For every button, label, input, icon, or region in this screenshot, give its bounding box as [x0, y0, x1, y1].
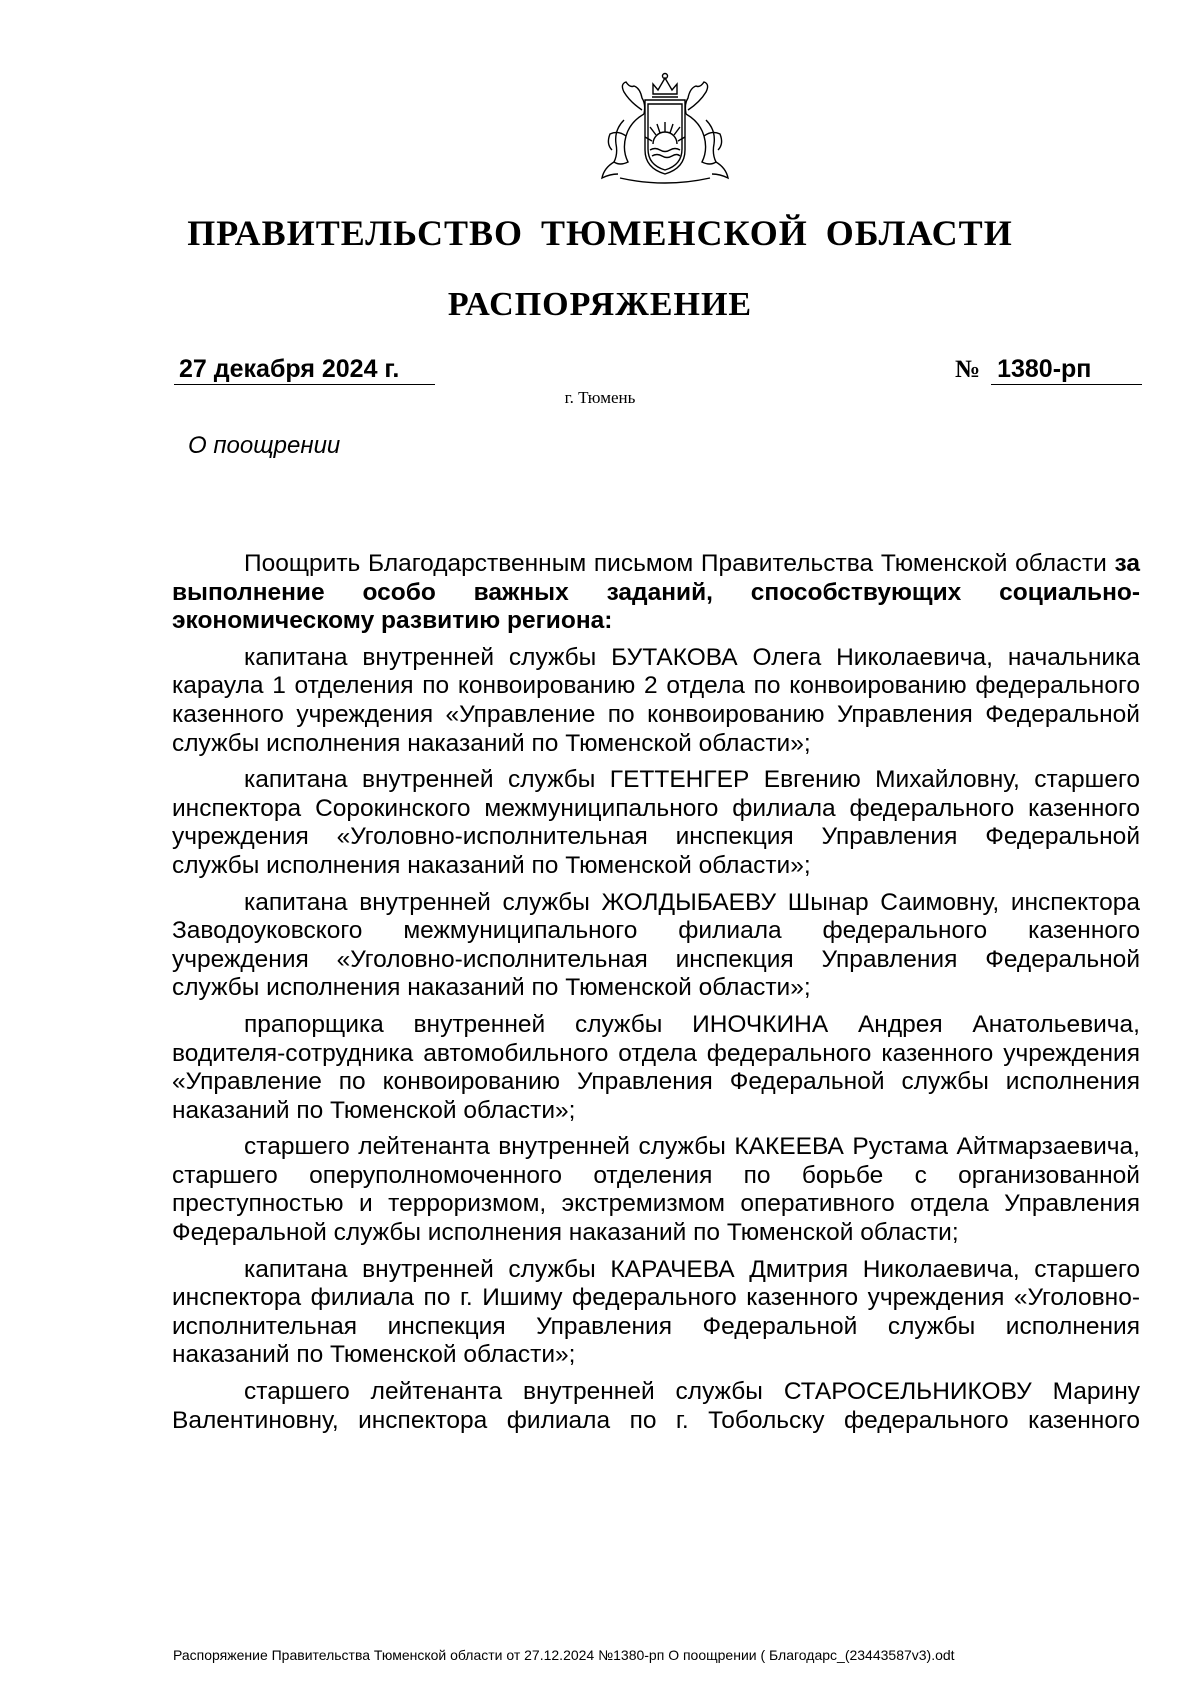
award-item: старшего лейтенанта внутренней службы СТАРОСЕЛЬНИКОВУ Марину Валентиновну, инспектора филиала по г. Тобольску федерального казенного	[172, 1378, 1140, 1434]
page-footer: Распоряжение Правительства Тюменской области от 27.12.2024 №1380-рп О поощрении ( Благодарс_(23443587v3).odt	[173, 1647, 955, 1663]
number-value: 1380-рп	[991, 354, 1142, 385]
document-number	[955, 354, 1142, 385]
intro-text: Поощрить Благодарственным письмом Правительства Тюменской области	[244, 550, 1115, 577]
award-item: прапорщика внутренней службы ИНОЧКИНА Андрея Анатольевича, водителя-сотрудника автомобильного отдела федерального казенного учреждения «Управление по конвоированию Управления Федеральной службы исполнения наказаний по Тюменской области»;	[172, 1010, 1140, 1124]
award-item: капитана внутренней службы ГЕТТЕНГЕР Евгению Михайловну, старшего инспектора Сорокинского межмуниципального филиала федерального казенного учреждения «Уголовно-исполнительная инспекция Управления Федеральной службы исполнения наказаний по Тюменской области»;	[172, 766, 1140, 879]
coat-of-arms-icon	[590, 70, 740, 188]
award-item: капитана внутренней службы ЖОЛДЫБАЕВУ Шынар Саимовну, инспектора Заводоуковского межмуниципального филиала федерального казенного учреждения «Уголовно-исполнительная инспекция Управления Федеральной службы исполнения наказаний по Тюменской области»;	[172, 888, 1140, 1002]
number-sign: №	[955, 356, 981, 383]
award-item: старшего лейтенанта внутренней службы КАКЕЕВА Рустама Айтмарзаевича, старшего оперуполномоченного отделения по борьбе с организованной преступностью и терроризмом, экстремизмом оперативного отдела Управления Федеральной службы исполнения наказаний по Тюменской области;	[172, 1133, 1140, 1247]
document-body	[172, 550, 1140, 1443]
document-subject: О поощрении	[188, 432, 341, 459]
intro-paragraph	[172, 550, 1140, 636]
award-item: капитана внутренней службы БУТАКОВА Олега Николаевича, начальника караула 1 отделения по конвоированию 2 отдела по конвоированию федерального казенного учреждения «Управление по конвоированию Управления Федеральной службы исполнения наказаний по Тюменской области»;	[172, 643, 1140, 757]
government-title: ПРАВИТЕЛЬСТВО ТЮМЕНСКОЙ ОБЛАСТИ	[187, 213, 1013, 253]
document-type: РАСПОРЯЖЕНИЕ	[447, 286, 753, 323]
document-city: г. Тюмень	[564, 388, 636, 407]
award-item: капитана внутренней службы КАРАЧЕВА Дмитрия Николаевича, старшего инспектора филиала по г. Ишиму федерального казенного учреждения «Уголовно-исполнительная инспекция Управления Федеральной службы исполнения наказаний по Тюменской области»;	[172, 1255, 1140, 1369]
document-date: 27 декабря 2024 г.	[174, 354, 435, 385]
intro-bold-text: за выполнение особо важных заданий, способствующих социально-экономическому развитию региона:	[172, 550, 1140, 635]
